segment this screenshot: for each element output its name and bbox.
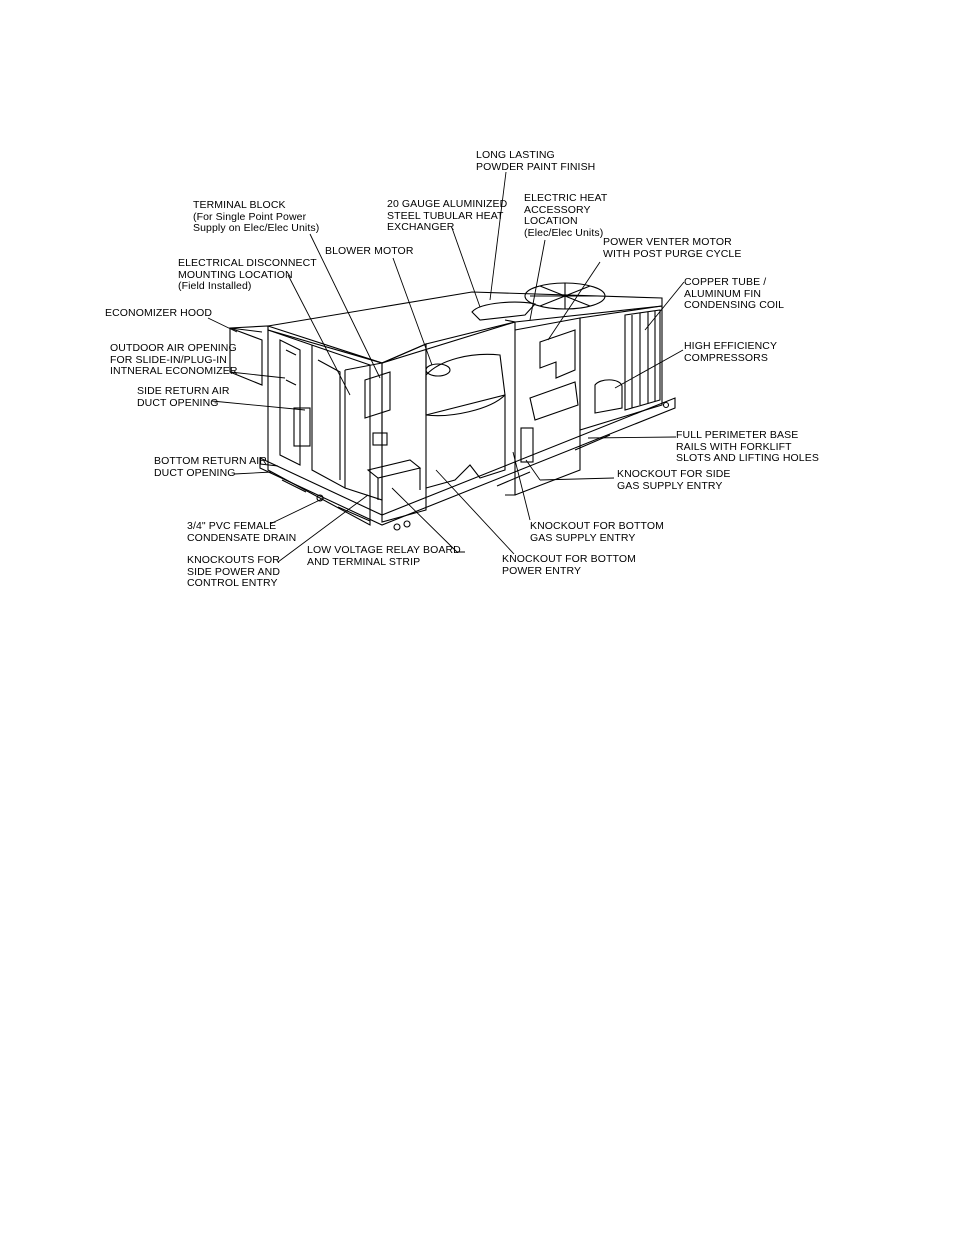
roof-left-section: [230, 322, 515, 363]
relay-board: [368, 460, 420, 500]
knockout-side-power: [394, 524, 400, 530]
knockout-side-control: [404, 521, 410, 527]
filter-area: [312, 345, 345, 488]
leader-knockout-bottom-power: [436, 470, 514, 554]
label-high-efficiency: HIGH EFFICIENCY COMPRESSORS: [684, 340, 778, 364]
lifting-hole: [664, 403, 669, 408]
label-power-venter: POWER VENTER MOTOR WITH POST PURGE CYCLE: [603, 236, 742, 260]
leader-long-lasting: [490, 172, 506, 300]
leader-low-voltage: [392, 488, 465, 552]
label-low-voltage: LOW VOLTAGE RELAY BOARD AND TERMINAL STRIP: [307, 544, 461, 568]
label-blower-motor: BLOWER MOTOR: [325, 245, 414, 257]
label-long-lasting: LONG LASTING POWDER PAINT FINISH: [476, 149, 596, 173]
condensing-coil: [625, 310, 660, 410]
base-rail: [260, 398, 675, 525]
front-panel: [382, 344, 426, 522]
leader-electric-heat: [530, 240, 545, 320]
label-electric-heat: ELECTRIC HEAT ACCESSORY LOCATION (Elec/Elec Units): [524, 192, 608, 239]
label-terminal-block: TERMINAL BLOCK (For Single Point Power Supply on Elec/Elec Units): [193, 199, 320, 235]
label-knockout-bottom-gas: KNOCKOUT FOR BOTTOM GAS SUPPLY ENTRY: [530, 520, 664, 544]
power-venter: [540, 330, 575, 378]
fan-grille: [530, 283, 600, 309]
electrical-section: [345, 363, 390, 500]
burner-panel: [530, 382, 578, 420]
label-heat-exchanger: 20 GAUGE ALUMINIZED STEEL TUBULAR HEAT EXCHANGER: [387, 198, 508, 234]
label-knockout-side-gas: KNOCKOUT FOR SIDE GAS SUPPLY ENTRY: [617, 468, 731, 492]
unit-illustration: [230, 283, 675, 530]
leader-economizer-hood: [208, 318, 237, 332]
label-copper-tube: COPPER TUBE / ALUMINUM FIN CONDENSING COIL: [684, 276, 785, 312]
blower-cutaway: [426, 395, 505, 488]
label-outdoor-air: OUTDOOR AIR OPENING FOR SLIDE-IN/PLUG-IN INTNERAL ECONOMIZER: [110, 342, 238, 378]
forklift-slots: [282, 435, 610, 521]
label-side-return: SIDE RETURN AIR DUCT OPENING: [137, 385, 230, 409]
leader-knockout-side-gas: [540, 478, 614, 480]
unit-roof: [268, 292, 662, 363]
leader-copper-tube: [645, 282, 684, 330]
label-knockouts-side-power: KNOCKOUTS FOR SIDE POWER AND CONTROL ENTRY: [187, 554, 280, 590]
label-electrical-disconnect: ELECTRICAL DISCONNECT MOUNTING LOCATION (Field Installed): [178, 257, 317, 293]
label-pvc-drain: 3/4" PVC FEMALE CONDENSATE DRAIN: [187, 520, 297, 544]
label-bottom-return: BOTTOM RETURN AIR DUCT OPENING: [154, 455, 267, 479]
disconnect-box: [373, 433, 387, 445]
side-return-opening: [294, 408, 310, 446]
compressors: [595, 380, 622, 413]
label-full-perimeter: FULL PERIMETER BASE RAILS WITH FORKLIFT SLOTS AND LIFTING HOLES: [676, 429, 819, 465]
leader-blower-motor: [393, 258, 432, 365]
leader-power-venter: [548, 262, 600, 340]
label-knockout-bottom-power: KNOCKOUT FOR BOTTOM POWER ENTRY: [502, 553, 636, 577]
label-economizer-hood: ECONOMIZER HOOD: [105, 307, 213, 319]
